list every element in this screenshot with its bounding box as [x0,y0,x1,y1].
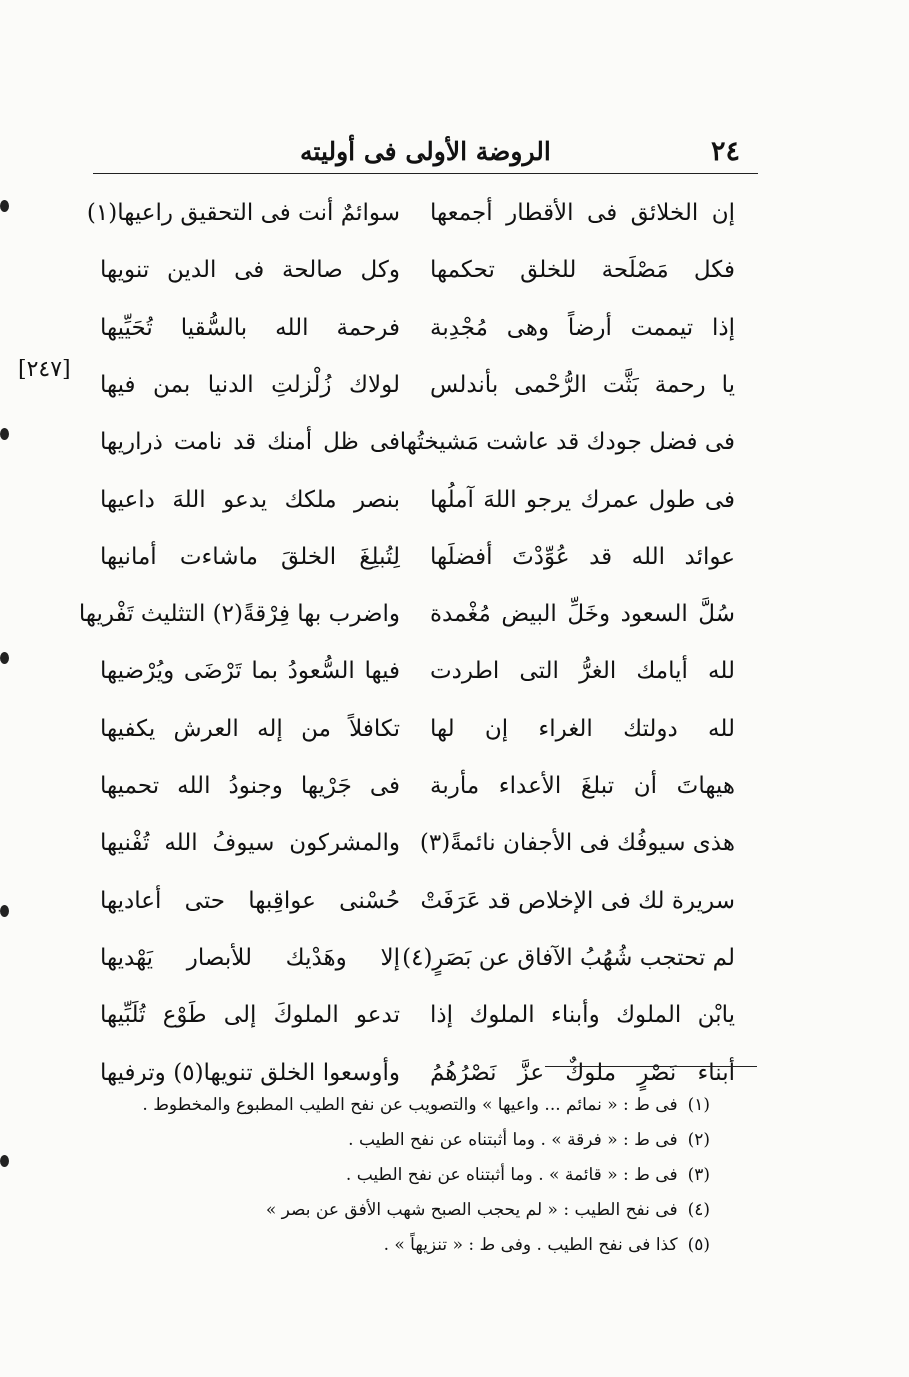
verse-first-hemistich: لله أيامك الغرُّ التى اطردت [430,658,735,685]
footnote-text: فى نفح الطيب : « لم يحجب الصبح شهب الأفق عن بصر » [265,1200,678,1220]
verse-first-hemistich: إذا تيممت أرضاً وهى مُجْدِبة [430,314,735,341]
footnote-number: (٥) [687,1235,710,1255]
verse-first-hemistich: فى فضل جودك قد عاشت مَشيختُها [399,429,735,456]
verse-line [95,359,735,411]
footnote-text: كذا فى نفح الطيب . وفى ط : « تنزيهاً » . [383,1235,678,1255]
page-header [110,130,740,172]
verse-second-hemistich: إلا وهَدْيك للأبصار يَهْديها [100,944,400,971]
verse-first-hemistich: هذى سيوفُك فى الأجفان نائمةً(٣) [419,830,735,857]
verse-line [95,989,735,1041]
verse-line [95,474,735,526]
edge-mark [0,200,9,212]
verse-line [95,817,735,869]
verse-first-hemistich: سُلَّ السعود وخَلِّ البيض مُغْمدة [430,601,735,628]
footnote-text: فى ط : « نمائم ... واعيها » والتصويب عن نفح الطيب المطبوع والمخطوط . [142,1095,678,1115]
verse-line [95,244,735,296]
verse-first-hemistich: يا رحمة بَثَّت الرُّحْمى بأندلس [430,371,735,398]
footnote-number: (٤) [687,1200,710,1220]
verse-second-hemistich: فى ظل أمنك قد نامت ذراريها [100,429,400,456]
footnote-text: فى ط : « قائمة » . وما أثبتناه عن نفح الطيب . [345,1165,678,1185]
verse-first-hemistich: إن الخلائق فى الأقطار أجمعها [430,200,735,226]
verse-second-hemistich: حُسْنى عواقِبها حتى أعاديها [100,887,400,914]
footnote [105,1193,710,1228]
verse-second-hemistich: واضرب بها فِرْقةً(٢) التثليث تَفْريها [78,601,400,628]
verse-line [86,187,735,239]
footnote-rule [545,1066,757,1067]
verse-line [95,416,735,468]
edge-mark [0,1155,9,1167]
verse-second-hemistich: فى جَرْيها وجنودُ الله تحميها [100,773,400,799]
verse-first-hemistich: أبناء نَصْرٍ ملوكٌ عزَّ نَصْرُهُمُ [430,1059,735,1086]
footnote [105,1158,710,1193]
verse-line [95,703,735,755]
edge-mark [0,428,9,440]
verse-first-hemistich: فكل مَصْلَحة للخلق تحكمها [430,257,735,284]
verse-second-hemistich: وكل صالحة فى الدين تنويها [100,257,400,284]
footnote-number: (١) [687,1095,710,1115]
verse-second-hemistich: لِتُبلِغَ الخلقَ ماشاءت أمانيها [100,543,400,570]
edge-mark [0,905,9,917]
verse-second-hemistich: تدعو الملوكَ إلى طَوْع تُلَبِّيها [100,1002,400,1029]
verse-first-hemistich: لله دولتك الغراء إن لها [430,715,735,742]
verse-first-hemistich: هيهاتَ أن تبلغَ الأعداء مأربة [430,773,735,799]
verse-second-hemistich: فرحمة الله بالسُّقيا تُحَيِّيها [100,314,400,341]
verse-second-hemistich: سوائمٌ أنت فى التحقيق راعيها(١) [86,200,400,226]
verse-second-hemistich: فيها السُّعودُ بما تَرْضَى ويُرْضيها [100,658,400,685]
header-rule [93,173,758,174]
footnotes [105,1088,710,1263]
verse-line [95,760,735,812]
verse-line [95,302,735,354]
margin-page-reference: [٢٤٧] [18,357,71,382]
verse-line [95,932,735,984]
verse-first-hemistich: يابْن الملوك وأبناء الملوك إذا [430,1002,735,1029]
footnote-number: (٣) [687,1165,710,1185]
verse-second-hemistich: تكافلاً من إله العرش يكفيها [100,715,400,742]
verse-first-hemistich: لم تحتجب شُهُبُ الآفاق عن بَصَرٍ(٤) [402,944,735,971]
footnote [105,1088,710,1123]
footnote-text: فى ط : « فرقة » . وما أثبتناه عن نفح الطيب . [348,1130,678,1150]
footnote-number: (٢) [687,1130,710,1150]
running-title: الروضة الأولى فى أوليته [300,136,551,166]
verse-first-hemistich: سريرة لك فى الإخلاص قد عَرَفَتْ [420,887,735,914]
verse-second-hemistich: والمشركون سيوفُ الله تُفْنيها [100,830,400,857]
verse-first-hemistich: فى طول عمرك يرجو اللهَ آملُها [430,486,735,513]
verse-line [78,588,735,640]
page-number: ٢٤ [710,135,740,167]
verse-second-hemistich: وأوسعوا الخلق تنويها(٥) وترفيها [100,1059,400,1086]
footnote [105,1123,710,1158]
verse-first-hemistich: عوائد الله قد عُوِّدْتَ أفضلَها [430,543,735,570]
verse-second-hemistich: بنصر ملكك يدعو اللهَ داعيها [100,486,400,513]
verse-line [95,531,735,583]
verse-line [95,875,735,927]
footnote [105,1228,710,1263]
verse-second-hemistich: لولاك زُلْزلتِ الدنيا بمن فيها [100,371,400,398]
verse-line [95,645,735,697]
edge-mark [0,652,9,664]
